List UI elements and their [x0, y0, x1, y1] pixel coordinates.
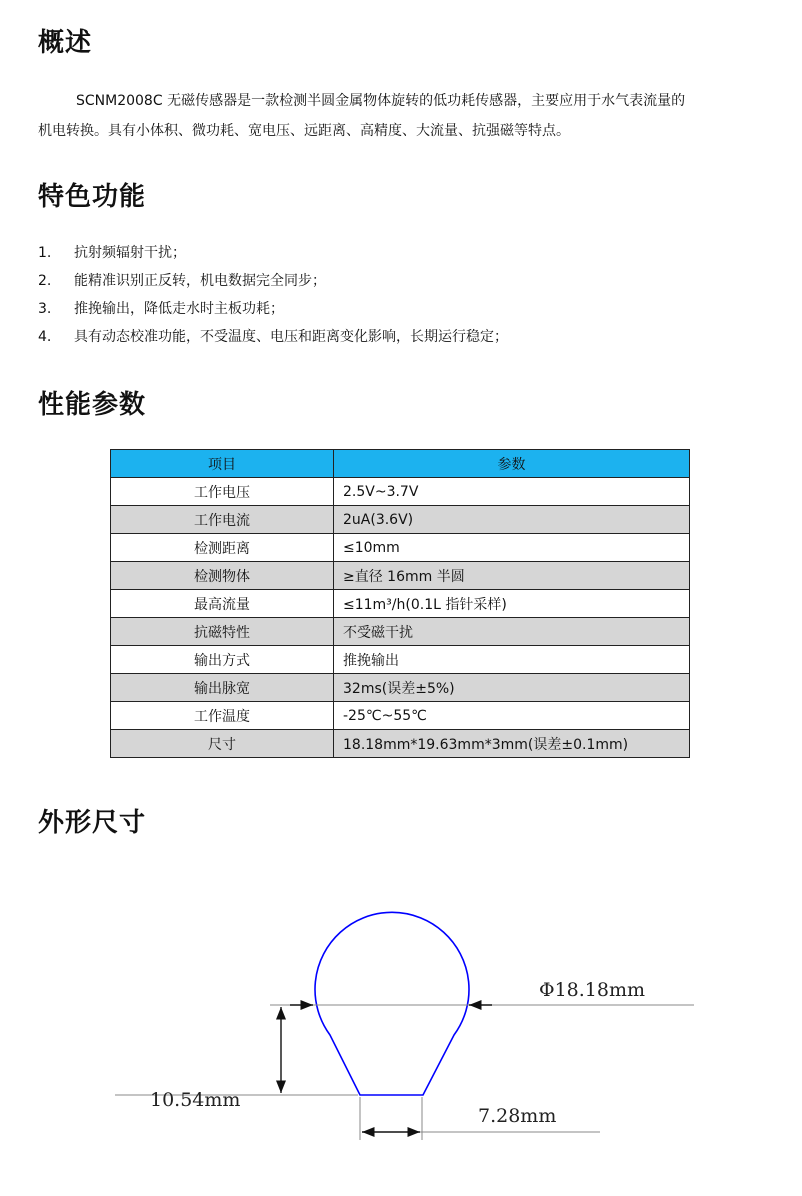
section-title-overview: 概述 — [38, 28, 93, 58]
header-param: 参数 — [334, 450, 690, 478]
table-row: 抗磁特性 不受磁干扰 — [111, 618, 690, 646]
table-row: 工作电压 2.5V~3.7V — [111, 478, 690, 506]
overview-line-1: SCNM2008C 无磁传感器是一款检测半圆金属物体旋转的低功耗传感器，主要应用于水气表流量的 — [76, 93, 686, 109]
feature-list — [38, 239, 508, 351]
table-row: 工作电流 2uA(3.6V) — [111, 506, 690, 534]
table-row: 检测物体 ≥直径 16mm 半圆 — [111, 562, 690, 590]
feature-item: 4. 具有动态校准功能，不受温度、电压和距离变化影响，长期运行稳定； — [38, 329, 508, 345]
table-row: 工作温度 -25℃~55℃ — [111, 702, 690, 730]
section-title-features: 特色功能 — [38, 182, 147, 212]
feature-item: 1. 抗射频辐射干扰； — [38, 245, 186, 261]
table-row: 最高流量 ≤11m³/h(0.1L 指针采样) — [111, 590, 690, 618]
overview-line-2: 机电转换。具有小体积、微功耗、宽电压、远距离、高精度、大流量、抗强磁等特点。 — [38, 123, 570, 139]
section-title-shape: 外形尺寸 — [38, 808, 147, 838]
section-title-params: 性能参数 — [38, 390, 147, 420]
feature-item: 2. 能精准识别正反转，机电数据完全同步； — [38, 273, 326, 289]
sensor-outline — [315, 912, 469, 1095]
dimension-drawing — [0, 900, 802, 1160]
table-row: 输出方式 推挽输出 — [111, 646, 690, 674]
table-row: 检测距离 ≤10mm — [111, 534, 690, 562]
width-label: 7.28mm — [478, 1105, 557, 1127]
table-row: 输出脉宽 32ms(误差±5%) — [111, 674, 690, 702]
height-label: 10.54mm — [150, 1089, 241, 1111]
header-item: 项目 — [111, 450, 334, 478]
table-row: 尺寸 18.18mm*19.63mm*3mm(误差±0.1mm) — [111, 730, 690, 758]
feature-item: 3. 推挽输出，降低走水时主板功耗； — [38, 301, 284, 317]
overview-paragraph — [38, 86, 768, 146]
table-header-row — [111, 450, 690, 478]
spec-table — [110, 449, 690, 758]
diameter-label: Φ18.18mm — [539, 979, 646, 1001]
